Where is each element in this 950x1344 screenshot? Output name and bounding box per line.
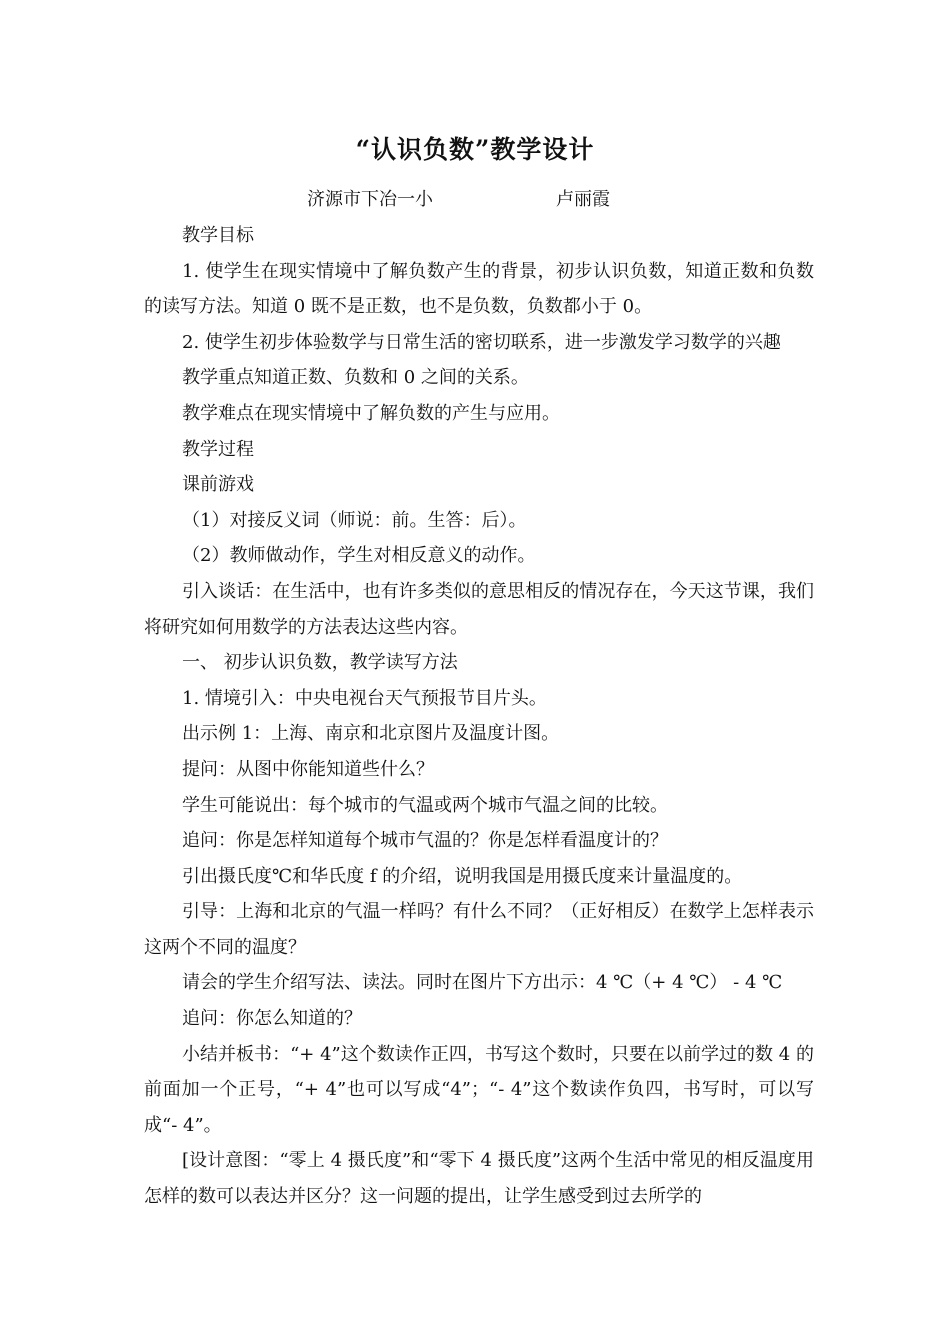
- paragraph: [设计意图：“零上 4 摄氏度”和“零下 4 摄氏度”这两个生活中常见的相反温度用怎样的数可以表达并区分？这一问题的提出，让学生感受到过去所学的: [144, 1150, 814, 1208]
- paragraph: 追问：你是怎样知道每个城市气温的？你是怎样看温度计的？: [182, 830, 668, 852]
- paragraph: 教学重点知道正数、负数和 0 之间的关系。: [182, 367, 529, 389]
- paragraph: 提问：从图中你能知道些什么？: [182, 758, 434, 780]
- paragraph: 1. 情境引入：中央电视台天气预报节目片头。: [182, 687, 547, 709]
- paragraph: 课前游戏: [182, 474, 254, 496]
- paragraph: 引入谈话：在生活中，也有许多类似的意思相反的情况存在，今天这节课，我们将研究如何用数学的方法表达这些内容。: [144, 580, 814, 638]
- author-name: 卢丽霞: [556, 189, 610, 210]
- document-title: “认识负数”教学设计: [355, 135, 595, 164]
- section-heading: 一、 初步认识负数，教学读写方法: [182, 652, 458, 674]
- paragraph: 教学难点在现实情境中了解负数的产生与应用。: [182, 402, 560, 424]
- paragraph: （2）教师做动作，学生对相反意义的动作。: [182, 545, 536, 567]
- paragraph: 2. 使学生初步体验数学与日常生活的密切联系，进一步激发学习数学的兴趣: [182, 331, 781, 353]
- heading-objectives: 教学目标: [182, 225, 254, 246]
- paragraph: 请会的学生介绍写法、读法。同时在图片下方出示：4 ℃（+ 4 ℃） - 4 ℃: [182, 972, 783, 994]
- paragraph: 追问：你怎么知道的？: [182, 1008, 362, 1030]
- paragraph: 出示例 1：上海、南京和北京图片及温度计图。: [182, 723, 560, 745]
- paragraph: 引出摄氏度℃和华氏度 f 的介绍，说明我国是用摄氏度来计量温度的。: [182, 865, 743, 887]
- document-body: [144, 218, 814, 1215]
- paragraph: 学生可能说出：每个城市的气温或两个城市气温之间的比较。: [182, 794, 668, 816]
- paragraph: 1. 使学生在现实情境中了解负数产生的背景，初步认识负数，知道正数和负数的读写方法。知道 0 既不是正数，也不是负数，负数都小于 0。: [144, 260, 814, 318]
- heading-process: 教学过程: [182, 438, 254, 460]
- byline: [0, 185, 950, 215]
- paragraph: 小结并板书：“+ 4”这个数读作正四，书写这个数时，只要在以前学过的数 4 的前面加一个正号，“+ 4”也可以写成“4”；“- 4”这个数读作负四，书写时，可以写成“- 4”。: [144, 1043, 814, 1136]
- paragraph: 引导：上海和北京的气温一样吗？有什么不同？（正好相反）在数学上怎样表示这两个不同的温度？: [144, 901, 814, 958]
- paragraph: （1）对接反义词（师说：前。生答：后）。: [182, 509, 527, 531]
- school-name: 济源市下冶一小: [307, 189, 433, 210]
